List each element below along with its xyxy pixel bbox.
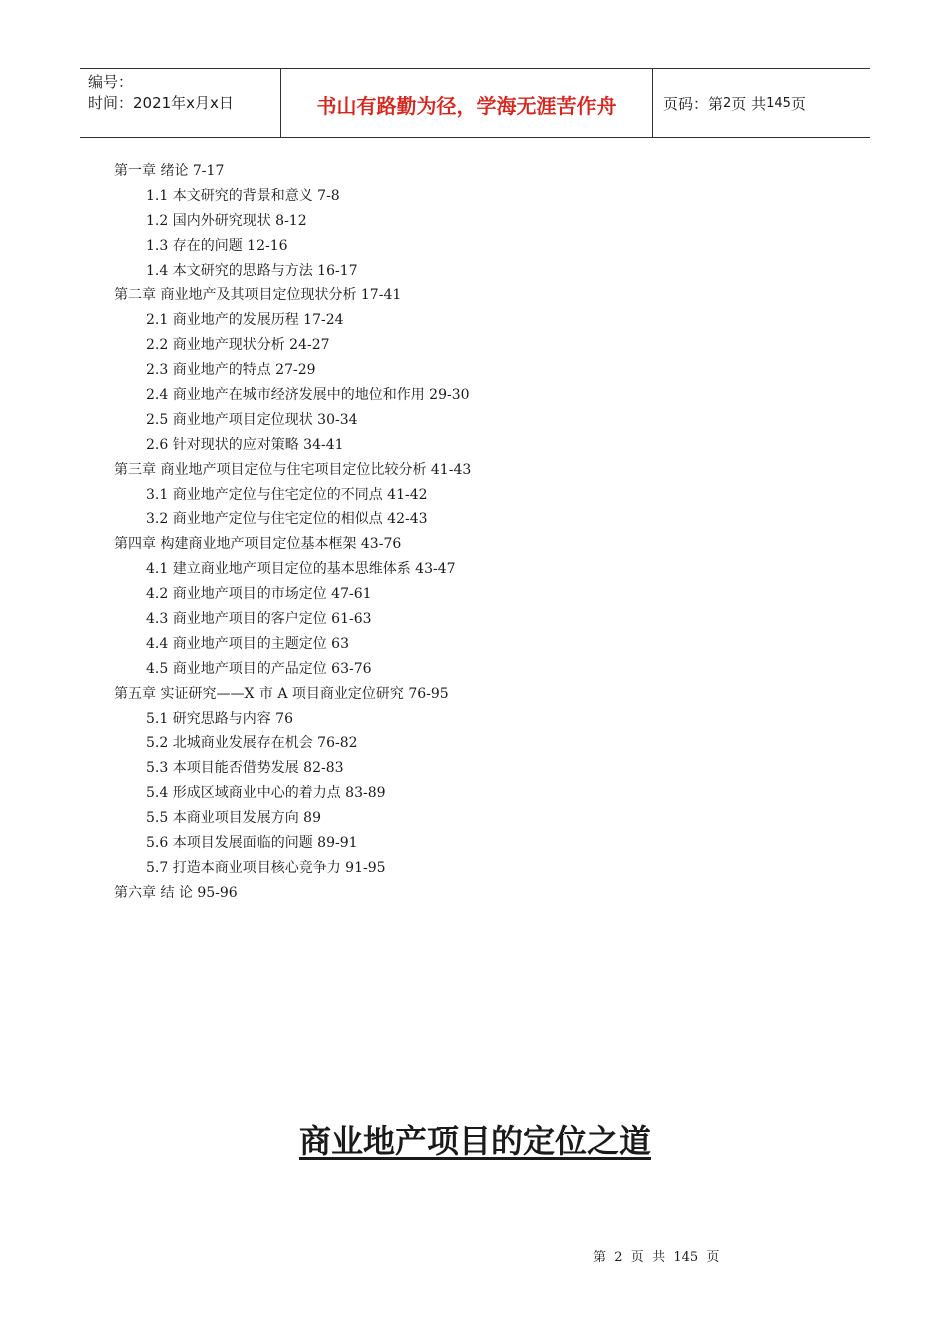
page-mid: 页 共 xyxy=(731,94,767,113)
toc-section: 2.1 商业地产的发展历程 17-24 xyxy=(146,312,344,329)
header-page-info xyxy=(653,69,870,137)
toc-section: 2.4 商业地产在城市经济发展中的地位和作用 29-30 xyxy=(146,387,470,404)
page-footer: 第 2 页 共 145 页 xyxy=(593,1250,720,1265)
page-total: 145 xyxy=(766,95,791,111)
toc-section: 2.6 针对现状的应对策略 34-41 xyxy=(146,436,344,453)
page-header xyxy=(80,68,870,138)
toc-section: 5.6 本项目发展面临的问题 89-91 xyxy=(146,835,358,852)
toc-chapter: 第二章 商业地产及其项目定位现状分析 17-41 xyxy=(114,287,402,304)
toc-chapter: 第五章 实证研究——X 市 A 项目商业定位研究 76-95 xyxy=(114,685,449,702)
toc-chapter: 第四章 构建商业地产项目定位基本框架 43-76 xyxy=(114,536,402,553)
header-meta xyxy=(80,69,281,137)
toc-section: 5.3 本项目能否借势发展 82-83 xyxy=(146,760,344,777)
toc-chapter: 第三章 商业地产项目定位与住宅项目定位比较分析 41-43 xyxy=(114,461,472,478)
toc-section: 1.2 国内外研究现状 8-12 xyxy=(146,212,307,229)
toc-section: 3.2 商业地产定位与住宅定位的相似点 42-43 xyxy=(146,511,428,528)
toc-chapter: 第六章 结 论 95-96 xyxy=(114,884,238,901)
toc-section: 5.2 北城商业发展存在机会 76-82 xyxy=(146,735,358,752)
toc-section: 1.1 本文研究的背景和意义 7-8 xyxy=(146,187,340,204)
toc-section: 2.5 商业地产项目定位现状 30-34 xyxy=(146,411,358,428)
toc-section: 5.7 打造本商业项目核心竞争力 91-95 xyxy=(146,859,386,876)
toc-section: 2.2 商业地产现状分析 24-27 xyxy=(146,337,330,354)
toc-section: 1.4 本文研究的思路与方法 16-17 xyxy=(146,262,358,279)
toc-section: 1.3 存在的问题 12-16 xyxy=(146,237,288,254)
page-suffix: 页 xyxy=(790,94,806,113)
toc-section: 4.2 商业地产项目的市场定位 47-61 xyxy=(146,586,372,603)
toc-section: 4.4 商业地产项目的主题定位 63 xyxy=(146,635,349,652)
header-motto: 书山有路勤为径，学海无涯苦作舟 xyxy=(281,69,653,137)
toc-section: 4.1 建立商业地产项目定位的基本思维体系 43-47 xyxy=(146,561,456,578)
time-label: 时间：2021年x月x日 xyxy=(88,94,234,112)
toc-chapter: 第一章 绪论 7-17 xyxy=(114,163,225,179)
toc-section: 5.4 形成区域商业中心的着力点 83-89 xyxy=(146,785,386,802)
toc-section: 2.3 商业地产的特点 27-29 xyxy=(146,362,316,379)
table-of-contents xyxy=(114,159,874,906)
toc-section: 5.1 研究思路与内容 76 xyxy=(146,710,293,727)
toc-section: 3.1 商业地产定位与住宅定位的不同点 41-42 xyxy=(146,486,428,503)
toc-section: 5.5 本商业项目发展方向 89 xyxy=(146,810,321,827)
page-current: 2 xyxy=(723,95,732,111)
page-prefix: 页码：第 xyxy=(663,94,724,113)
toc-section: 4.3 商业地产项目的客户定位 61-63 xyxy=(146,611,372,628)
number-label: 编号： xyxy=(88,73,134,91)
toc-section: 4.5 商业地产项目的产品定位 63-76 xyxy=(146,660,372,677)
document-title: 商业地产项目的定位之道 xyxy=(298,1122,651,1160)
